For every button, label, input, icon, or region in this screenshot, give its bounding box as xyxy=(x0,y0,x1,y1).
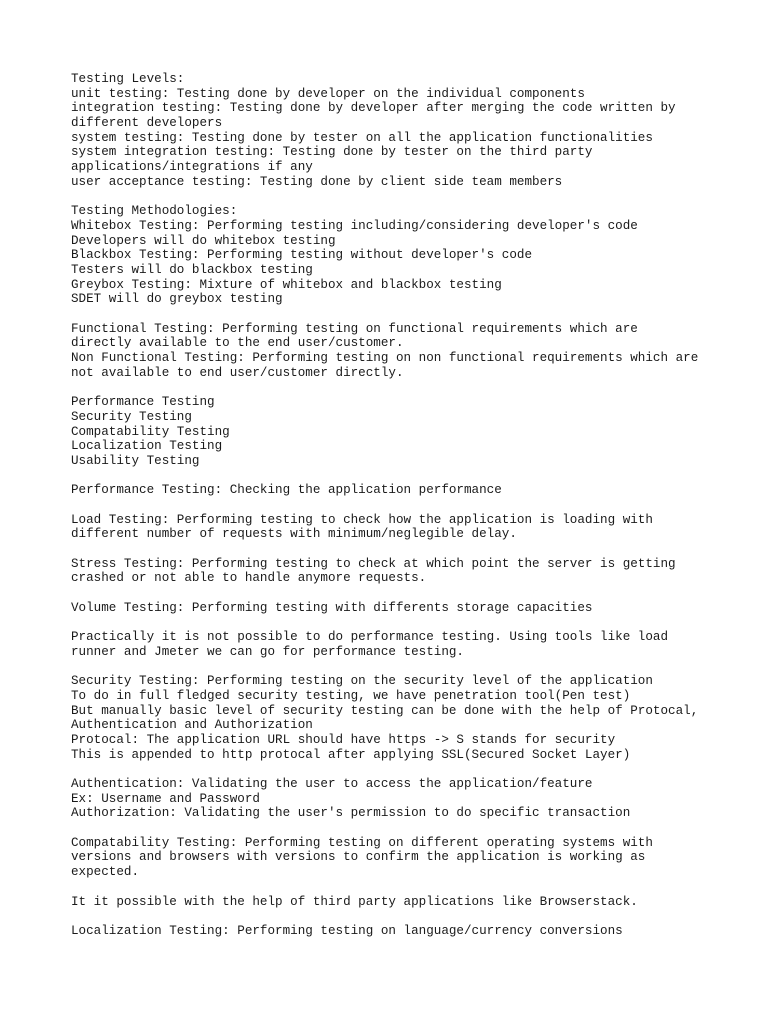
document-page xyxy=(71,72,711,953)
paragraph xyxy=(71,72,711,190)
paragraph xyxy=(71,513,711,542)
text-line: Compatability Testing xyxy=(71,424,230,439)
paragraph xyxy=(71,777,711,821)
text-line: expected. xyxy=(71,865,140,880)
text-line: system testing: Testing done by tester on all the application functionalities xyxy=(71,130,653,145)
text-line: user acceptance testing: Testing done by client side team members xyxy=(71,174,563,189)
text-line: runner and Jmeter we can go for performance testing. xyxy=(71,644,464,659)
paragraph xyxy=(71,630,711,659)
text-line: Greybox Testing: Mixture of whitebox and blackbox testing xyxy=(71,277,502,292)
text-line: Performance Testing xyxy=(71,395,215,410)
text-line: Volume Testing: Performing testing with differents storage capacities xyxy=(71,600,593,615)
text-line: different number of requests with minimum/neglegible delay. xyxy=(71,527,517,542)
text-line: But manually basic level of security testing can be done with the help of Protocal, xyxy=(71,703,699,718)
paragraph xyxy=(71,483,711,498)
text-line: This is appended to http protocal after applying SSL(Secured Socket Layer) xyxy=(71,747,631,762)
text-line: different developers xyxy=(71,116,223,131)
text-line: Blackbox Testing: Performing testing without developer's code xyxy=(71,248,533,263)
text-line: Authorization: Validating the user's permission to do specific transaction xyxy=(71,806,631,821)
paragraph xyxy=(71,674,711,762)
text-line: Security Testing xyxy=(71,409,192,424)
text-line: Authentication: Validating the user to access the application/feature xyxy=(71,777,593,791)
text-line: integration testing: Testing done by developer after merging the code written by xyxy=(71,101,676,116)
text-line: system integration testing: Testing done by tester on the third party xyxy=(71,145,593,160)
text-line: Practically it is not possible to do performance testing. Using tools like load xyxy=(71,630,669,645)
text-line: To do in full fledged security testing, we have penetration tool(Pen test) xyxy=(71,688,631,703)
text-line: Localization Testing xyxy=(71,439,223,454)
text-line: Non Functional Testing: Performing testing on non functional requirements which are xyxy=(71,351,699,366)
text-line: SDET will do greybox testing xyxy=(71,292,283,307)
text-line: Testing Levels: xyxy=(71,72,185,86)
paragraph xyxy=(71,895,711,910)
text-line: Developers will do whitebox testing xyxy=(71,233,336,248)
text-line: unit testing: Testing done by developer on the individual components xyxy=(71,86,585,101)
paragraph xyxy=(71,924,711,939)
text-line: Compatability Testing: Performing testing on different operating systems with xyxy=(71,835,653,850)
paragraph xyxy=(71,204,711,307)
text-line: Performance Testing: Checking the application performance xyxy=(71,483,502,498)
text-line: versions and browsers with versions to confirm the application is working as xyxy=(71,850,646,865)
text-line: not available to end user/customer directly. xyxy=(71,365,404,380)
text-line: Testers will do blackbox testing xyxy=(71,262,313,277)
text-line: Security Testing: Performing testing on the security level of the application xyxy=(71,674,653,689)
text-line: Load Testing: Performing testing to check how the application is loading with xyxy=(71,512,653,527)
text-line: applications/integrations if any xyxy=(71,160,313,175)
text-line: Functional Testing: Performing testing on functional requirements which are xyxy=(71,321,638,336)
paragraph xyxy=(71,322,711,381)
paragraph xyxy=(71,836,711,880)
paragraph xyxy=(71,557,711,586)
text-line: Usability Testing xyxy=(71,453,200,468)
text-line: Ex: Username and Password xyxy=(71,791,260,806)
text-line: Whitebox Testing: Performing testing including/considering developer's code xyxy=(71,218,638,233)
text-line: It it possible with the help of third party applications like Browserstack. xyxy=(71,894,638,909)
text-line: Localization Testing: Performing testing on language/currency conversions xyxy=(71,923,623,938)
paragraph xyxy=(71,395,711,468)
text-line: directly available to the end user/customer. xyxy=(71,336,404,351)
paragraph xyxy=(71,601,711,616)
text-line: Protocal: The application URL should have https -> S stands for security xyxy=(71,732,616,747)
text-line: Testing Methodologies: xyxy=(71,204,238,219)
text-line: crashed or not able to handle anymore requests. xyxy=(71,571,427,586)
text-line: Stress Testing: Performing testing to check at which point the server is getting xyxy=(71,556,676,571)
text-line: Authentication and Authorization xyxy=(71,718,313,733)
